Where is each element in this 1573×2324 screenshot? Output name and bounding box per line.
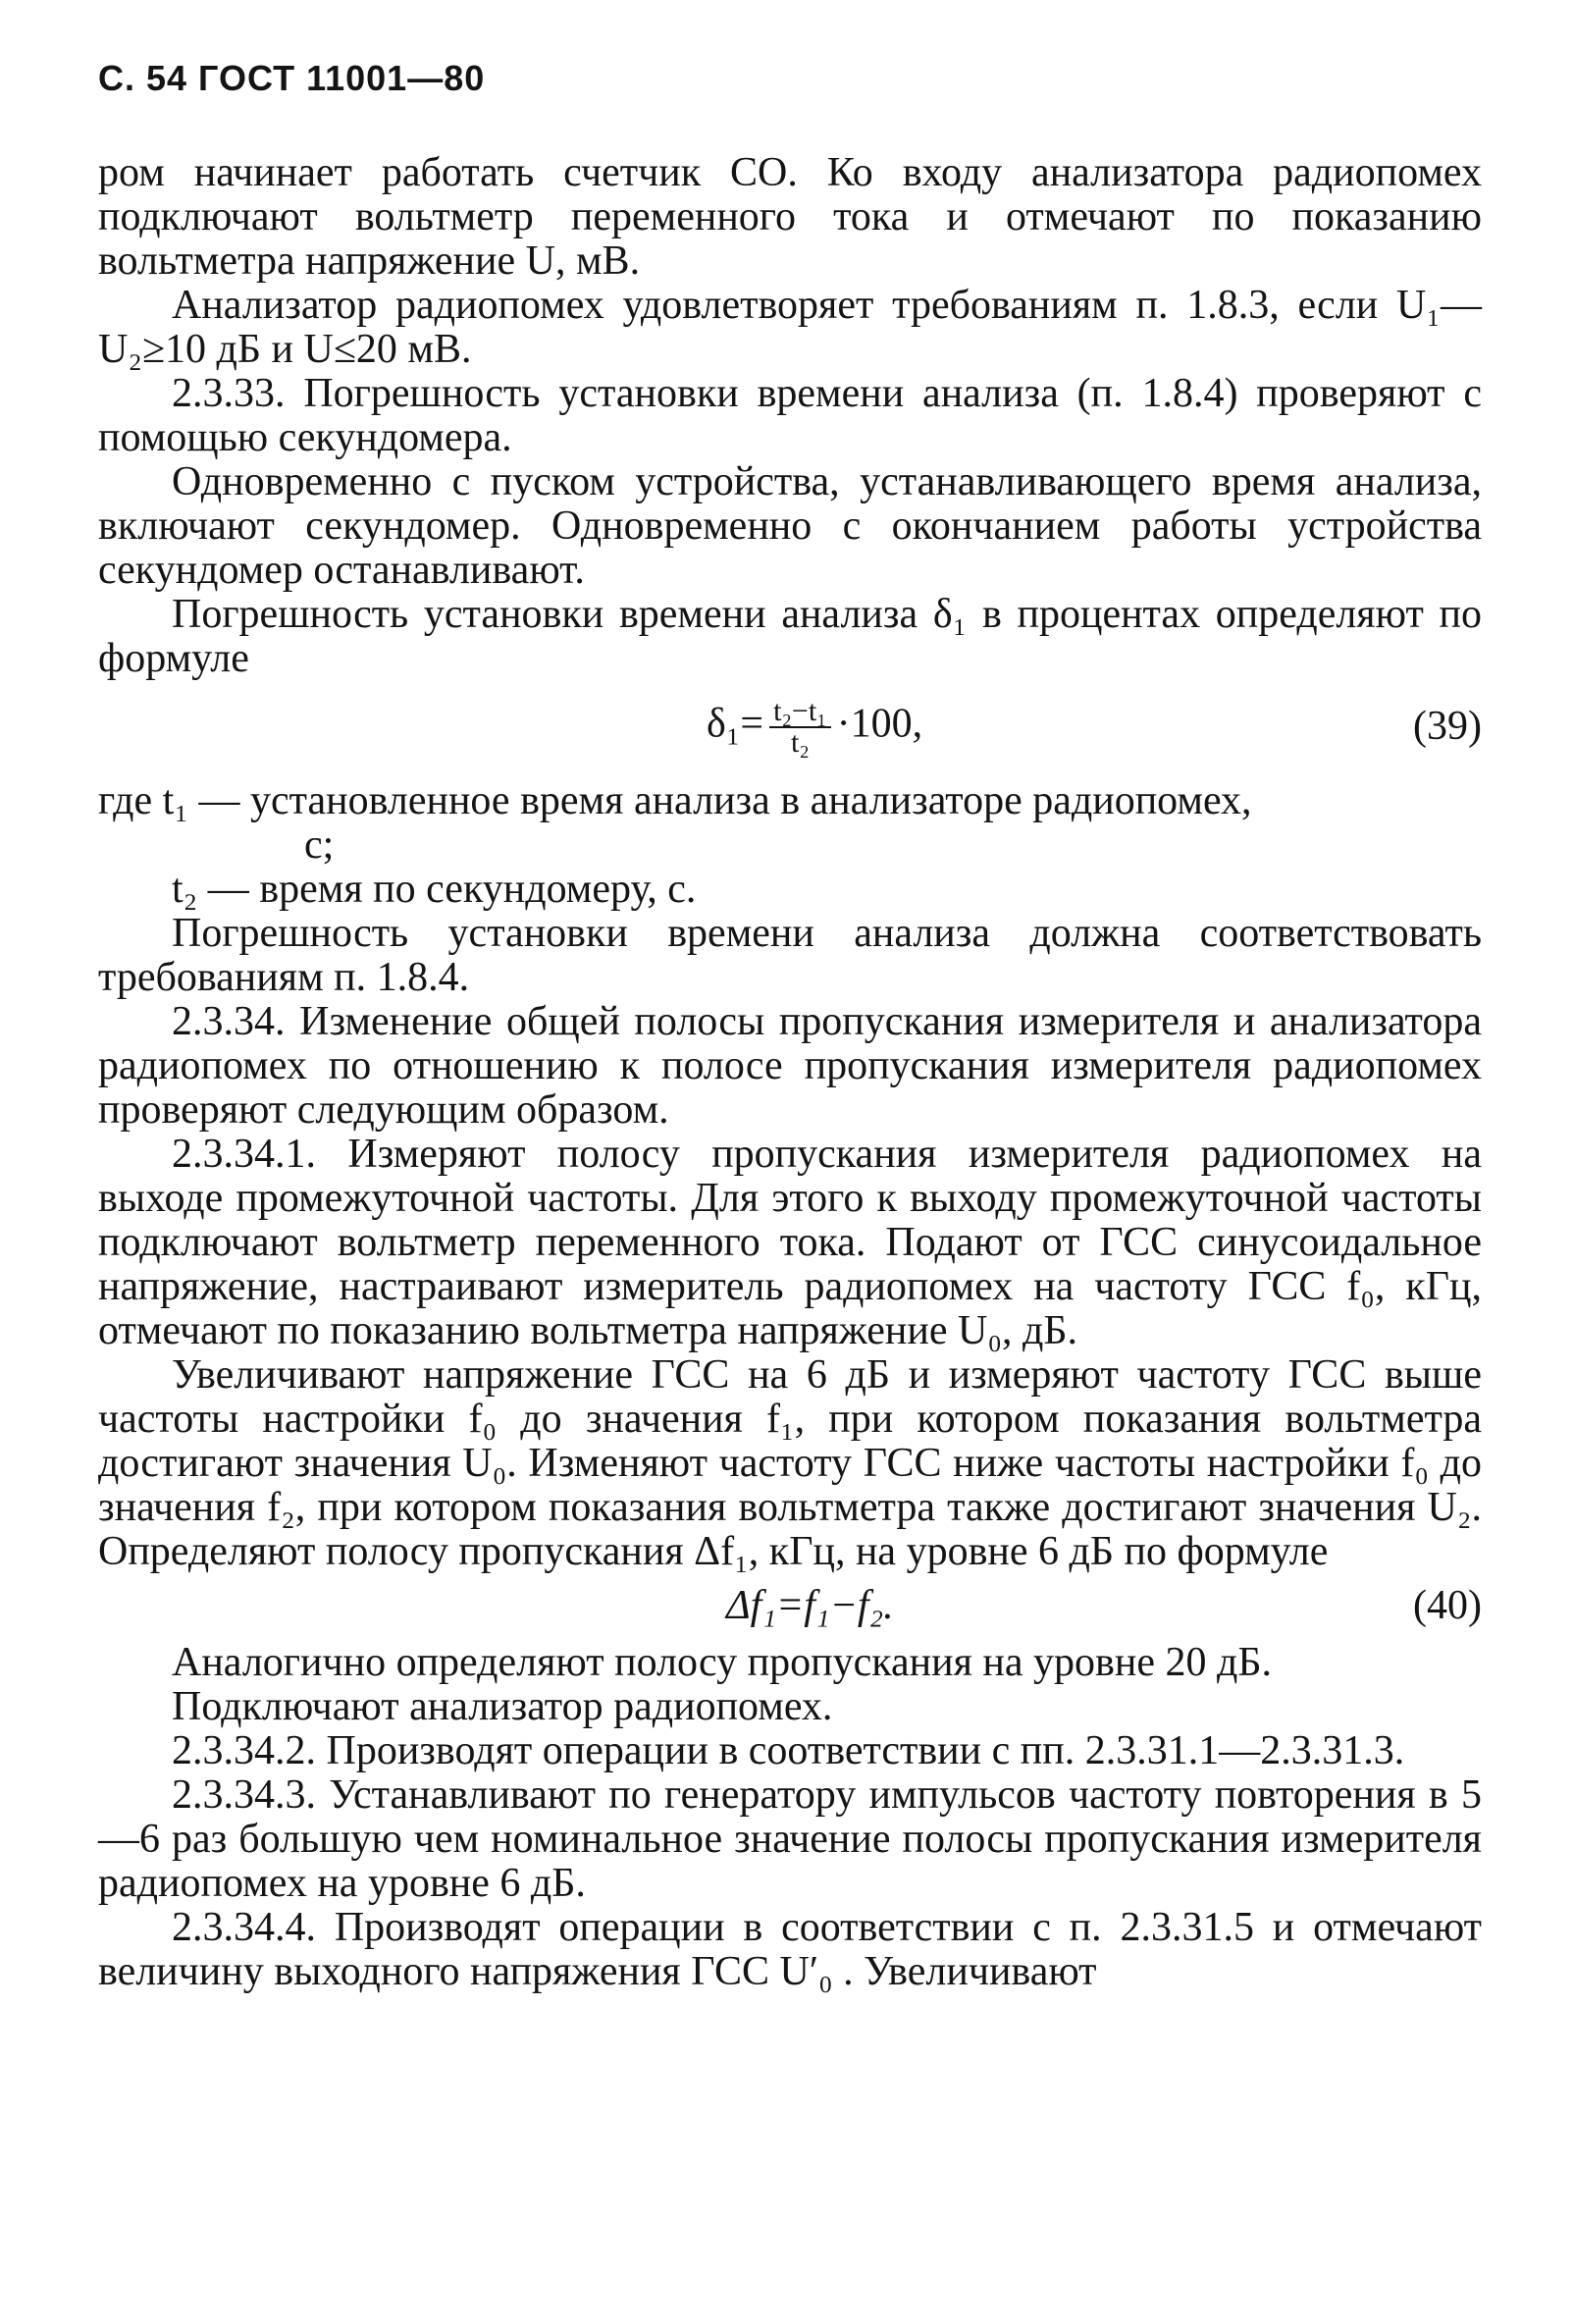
where-block <box>98 779 1482 912</box>
paragraph: Погрешность установки времени анализа должна соответствовать требованиям п. 1.8.4. <box>98 911 1482 1000</box>
where-t1: где t₁ — установленное время анализа в анализаторе радиопомех, <box>98 778 1252 823</box>
section-2-3-34-1: 2.3.34.1. Измеряют полосу пропускания измерителя радиопомех на выходе промежуточной частоты. Для этого к выходу промежуточной частоты подключают вольтметр переменного тока. Подают от ГСС синусоидальное напряжение, настраивают измеритель радиопомех на частоту ГСС f₀, кГц, отмечают по показанию вольтметра напряжение U₀, дБ. <box>98 1132 1482 1353</box>
paragraph: Аналогично определяют полосу пропускания на уровне 20 дБ. <box>172 1640 1272 1685</box>
formula-39-number: (39) <box>1413 704 1482 749</box>
paragraph: ром начинает работать счетчик СО. Ко входу анализатора радиопомех подключают вольтметр переменного тока и отмечают по показанию вольтметра напряжение U, мВ. <box>98 150 1482 284</box>
section-2-3-33: 2.3.33. Погрешность установки времени анализа (п. 1.8.4) проверяют с помощью секундомера. <box>98 371 1482 460</box>
page-header: С. 54 ГОСТ 11001—80 <box>98 58 486 98</box>
formula-39-rhs: ·100, <box>836 701 923 747</box>
formula-40 <box>98 1580 1482 1635</box>
formula-39 <box>98 687 1482 775</box>
paragraph: Подключают анализатор радиопомех. <box>172 1684 833 1729</box>
section-2-3-34-3: 2.3.34.3. Устанавливают по генератору импульсов частоту повторения в 5—6 раз большую чем номинальное значение полосы пропускания измерителя радиопомех на уровне 6 дБ. <box>98 1772 1482 1906</box>
where-t1-unit: с; <box>304 822 335 868</box>
section-2-3-34-2: 2.3.34.2. Производят операции в соответствии с пп. 2.3.31.1—2.3.31.3. <box>172 1728 1405 1773</box>
formula-39-numerator: t₂−t₁ <box>769 697 831 728</box>
section-2-3-34-4: 2.3.34.4. Производят операции в соответствии с п. 2.3.31.5 и отмечают величину выходного напряжения ГСС U′₀ . Увеличивают <box>98 1905 1482 1994</box>
formula-39-denominator: t₂ <box>790 726 810 759</box>
formula-40-number: (40) <box>1413 1583 1482 1628</box>
where-t2: t₂ — время по секундомеру, с. <box>172 867 697 912</box>
paragraph: Увеличивают напряжение ГСС на 6 дБ и измеряют частоту ГСС выше частоты настройки f₀ до значения f₁, при котором показания вольтметра достигают значения U₀. Изменяют частоту ГСС ниже частоты настройки f₀ до значения f₂, при котором показания вольтметра также достигают значения U₂. Определяют полосу пропускания Δf₁, кГц, на уровне 6 дБ по формуле <box>98 1352 1482 1574</box>
paragraph: Одновременно с пуском устройства, устанавливающего время анализа, включают секундомер. Одновременно с окончанием работы устройства секундомер останавливают. <box>98 459 1482 593</box>
formula-39-body <box>707 697 922 758</box>
formula-39-lhs: δ₁= <box>707 701 764 747</box>
paragraph: Погрешность установки времени анализа δ₁ в процентах определяют по формуле <box>98 592 1482 681</box>
formula-40-expr: Δf₁=f₁−f₂. <box>726 1583 894 1628</box>
formula-39-fraction <box>769 697 831 758</box>
document-page <box>98 59 1482 2277</box>
paragraph: Анализатор радиопомех удовлетворяет требованиям п. 1.8.3, если U₁—U₂≥10 дБ и U≤20 мВ. <box>98 283 1482 372</box>
section-2-3-34: 2.3.34. Изменение общей полосы пропускания измерителя и анализатора радиопомех по отношению к полосе пропускания измерителя радиопомех проверяют следующим образом. <box>98 999 1482 1133</box>
